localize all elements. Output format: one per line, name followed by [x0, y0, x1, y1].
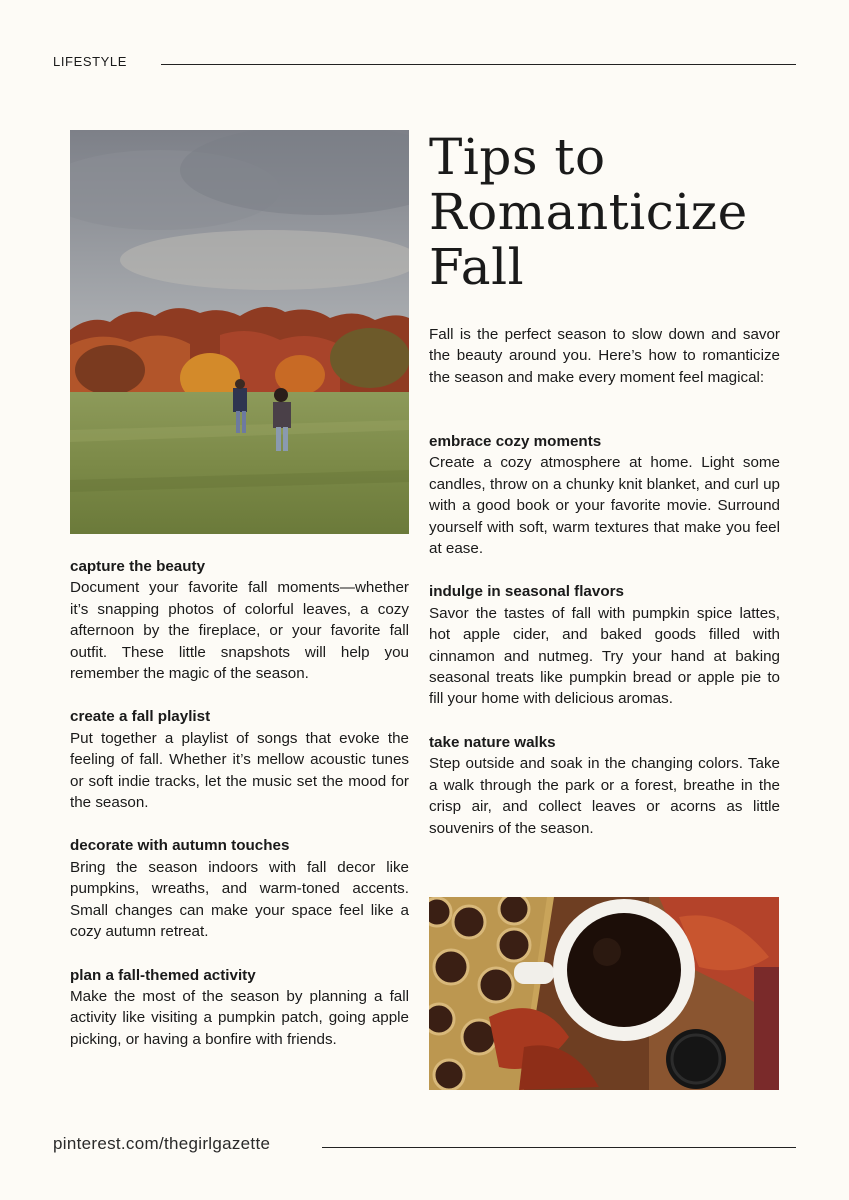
tip-heading: create a fall playlist: [70, 708, 211, 726]
tip-heading: embrace cozy moments: [429, 433, 602, 450]
tip-decorate-with-autumn-touches: [70, 835, 409, 942]
tip-body: Savor the tastes of fall with pumpkin spice lattes, hot apple cider, and baked goods filled with cinnamon and nutmeg. Try your hand at baking seasonal treats like pumpkin bread or apple pie to fill your home with delicious aromas.: [429, 604, 780, 708]
tip-body: Make the most of the season by planning a fall activity like visiting a pumpkin patch, going apple picking, or having a bonfire with friends.: [70, 987, 409, 1048]
autumn-field-photo: [70, 130, 409, 534]
tip-body: Create a cozy atmosphere at home. Light some candles, throw on a chunky knit blanket, and curl up with a good book or your favorite movie. Surround yourself with soft, warm textures that make you feel at ease.: [429, 454, 780, 558]
intro-block: [429, 324, 780, 388]
section-label: LIFESTYLE: [53, 54, 128, 69]
footer-source-url: pinterest.com/thegirlgazette: [53, 1134, 271, 1153]
tip-body: Document your favorite fall moments—whether it’s snapping photos of colorful leaves, a cozy afternoon by the fireplace, or your favorite fall outfit. These little snapshots will help you remember the magic of the season.: [70, 579, 409, 683]
tip-indulge-in-seasonal-flavors: [429, 581, 780, 709]
intro-paragraph: Fall is the perfect season to slow down and savor the beauty around you. Here’s how to romanticize the season and make every moment feel magical:: [429, 326, 780, 386]
tip-heading: plan a fall-themed activity: [70, 966, 256, 984]
title-line-1: Tips to: [429, 128, 606, 186]
tip-body: Step outside and soak in the changing colors. Take a walk through the park or a forest, breathe in the crisp air, and collect leaves or acorns as little souvenirs of the season.: [429, 755, 780, 837]
tip-capture-the-beauty: [70, 556, 409, 684]
tip-embrace-cozy-moments: [429, 431, 780, 559]
tip-heading: capture the beauty: [70, 558, 206, 575]
tip-heading: indulge in seasonal flavors: [429, 583, 624, 601]
tip-create-a-fall-playlist: [70, 706, 409, 813]
title-line-3: Fall: [429, 238, 525, 296]
tip-take-nature-walks: [429, 732, 780, 839]
tip-body: Put together a playlist of songs that evoke the feeling of fall. Whether it’s mellow acoustic tunes or soft indie tracks, let the music set the mood for the season.: [70, 729, 409, 812]
tip-plan-a-fall-themed-activity: [70, 965, 409, 1051]
right-column-tips: [429, 431, 780, 861]
tip-body: Bring the season indoors with fall decor like pumpkins, wreaths, and warm-toned accents. Small changes can make your space feel like a cozy autumn retreat.: [70, 858, 409, 941]
tip-heading: take nature walks: [429, 733, 556, 751]
bottom-divider: [322, 1147, 796, 1148]
title-line-2: Romanticize: [429, 183, 748, 241]
tip-heading: decorate with autumn touches: [70, 837, 290, 855]
top-divider: [161, 64, 796, 65]
left-column-tips: [70, 556, 409, 1072]
article-title: [429, 130, 789, 295]
coffee-chocolates-photo: [429, 897, 779, 1090]
